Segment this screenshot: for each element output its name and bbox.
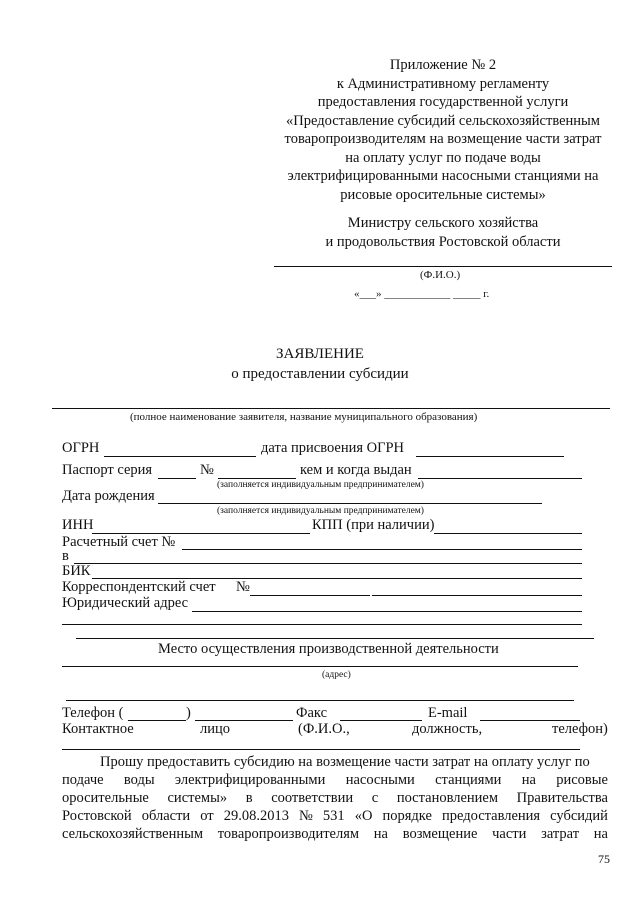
page-number: 75: [598, 852, 610, 866]
address-caption: (адрес): [322, 670, 351, 680]
kpp-field[interactable]: [434, 533, 582, 534]
fio-caption: (Ф.И.О.): [420, 269, 461, 281]
paragraph-line: Ростовской области от 29.08.2013 № 531 «О порядке предоставления субсидий: [62, 808, 608, 824]
addressee-line: и продовольствия Ростовской области: [325, 233, 561, 250]
paragraph-line: сельскохозяйственным товаропроизводителям на возмещение части затрат на: [62, 826, 608, 842]
contact-phone-label: телефон): [552, 721, 608, 737]
account-label: Расчетный счет №: [62, 534, 176, 550]
passport-number-label: №: [200, 462, 214, 478]
legal-address-label: Юридический адрес: [62, 595, 189, 611]
appendix-header: [268, 56, 618, 204]
ogrn-label: ОГРН: [62, 440, 100, 456]
header-line: «Предоставление субсидий сельскохозяйственным: [286, 112, 600, 129]
bik-label: БИК: [62, 563, 91, 579]
birth-date-field[interactable]: [158, 503, 542, 504]
passport-series-field[interactable]: [158, 478, 196, 479]
entrepreneur-note: (заполняется индивидуальным предпринимателем): [217, 506, 424, 516]
paragraph-line: подаче воды электрифицированными насосными станциями на рисовые: [62, 772, 608, 788]
ogrn-date-label: дата присвоения ОГРН: [261, 440, 405, 456]
corr-account-field[interactable]: [250, 595, 370, 596]
activity-place-label: Место осуществления производственной деятельности: [158, 641, 499, 657]
document-title: ЗАЯВЛЕНИЕ: [276, 346, 364, 362]
legal-address-field[interactable]: [192, 611, 582, 612]
applicant-name-line[interactable]: [52, 408, 610, 409]
contact-label: Контактное: [62, 721, 134, 737]
contact-fio-label: (Ф.И.О.,: [298, 721, 350, 737]
header-line: товаропроизводителям на возмещение части затрат: [284, 131, 602, 147]
phone-close: ): [186, 705, 191, 721]
contact-face-label: лицо: [200, 721, 231, 737]
inn-label: ИНН: [62, 517, 94, 533]
passport-series-label: Паспорт серия: [62, 462, 153, 478]
applicant-caption: (полное наименование заявителя, название муниципального образования): [130, 411, 478, 423]
activity-address-field-2[interactable]: [66, 700, 574, 701]
corr-account-number-label: №: [236, 579, 250, 595]
issued-by-label: кем и когда выдан: [300, 462, 412, 478]
kpp-label: КПП (при наличии): [312, 517, 435, 533]
request-paragraph: [62, 753, 608, 843]
fio-signature-line[interactable]: [274, 266, 612, 267]
account-field[interactable]: [182, 549, 582, 550]
date-line[interactable]: «___» ____________ _____ г.: [354, 288, 490, 300]
paragraph-line: оросительные системы» в соответствии с постановлением Правительства: [62, 790, 608, 806]
header-line: Приложение № 2: [389, 57, 497, 73]
legal-address-field-2[interactable]: [62, 624, 582, 625]
passport-number-field[interactable]: [218, 478, 296, 479]
header-line: рисовые оросительные системы»: [340, 186, 546, 203]
header-line: электрифицированными насосными станциями на: [287, 168, 599, 184]
contact-field[interactable]: [62, 749, 580, 750]
addressee-block: [268, 214, 618, 251]
phone-label: Телефон (: [62, 705, 124, 721]
ogrn-field[interactable]: [104, 456, 256, 457]
contact-position-label: должность,: [412, 721, 483, 737]
bank-field[interactable]: [74, 563, 582, 564]
header-line: предоставления государственной услуги: [317, 94, 569, 110]
birth-date-label: Дата рождения: [62, 488, 155, 504]
phone-code-field[interactable]: [128, 720, 186, 721]
legal-address-field-3[interactable]: [76, 638, 594, 639]
header-line: к Административному регламенту: [336, 75, 550, 92]
paragraph-line: Прошу предоставить субсидию на возмещение части затрат на оплату услуг по: [100, 754, 590, 770]
header-line: на оплату услуг по подаче воды: [345, 149, 541, 166]
fax-label: Факс: [296, 705, 328, 721]
document-subtitle: о предоставлении субсидии: [231, 366, 409, 382]
email-label: E-mail: [428, 705, 468, 721]
corr-account-label: Корреспондентский счет: [62, 579, 216, 595]
issued-by-field[interactable]: [418, 478, 582, 479]
corr-account-field-2[interactable]: [372, 595, 582, 596]
fax-field[interactable]: [340, 720, 422, 721]
bank-label: в: [62, 548, 69, 564]
addressee-line: Министру сельского хозяйства: [347, 215, 539, 231]
ogrn-date-field[interactable]: [416, 456, 564, 457]
entrepreneur-note: (заполняется индивидуальным предпринимателем): [217, 480, 424, 490]
activity-address-field[interactable]: [62, 666, 578, 667]
